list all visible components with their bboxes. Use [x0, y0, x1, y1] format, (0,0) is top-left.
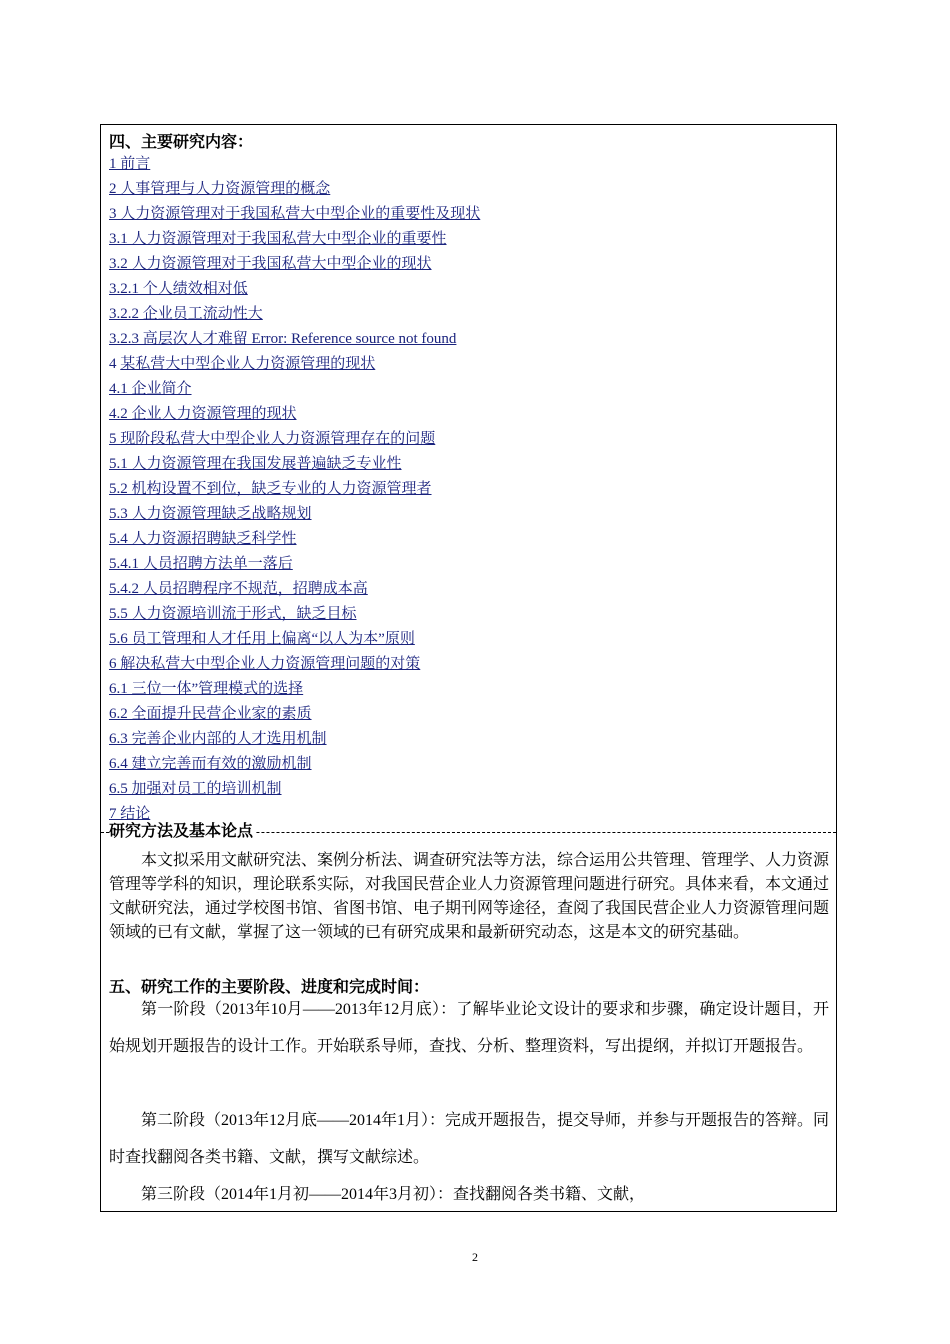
- toc-item: [109, 203, 504, 228]
- toc-item: [109, 728, 504, 753]
- toc-link[interactable]: [109, 506, 312, 522]
- toc-link[interactable]: [109, 581, 380, 597]
- toc-item: [109, 528, 504, 553]
- toc-link-label: 3.2.2 企业员工流动性大: [109, 306, 263, 322]
- toc-link[interactable]: [109, 431, 435, 447]
- toc-link[interactable]: [109, 531, 323, 547]
- report-table-cell: [100, 124, 837, 1212]
- toc-link[interactable]: [109, 806, 176, 822]
- section5-heading: 五、研究工作的主要阶段、进度和完成时间：: [109, 979, 430, 996]
- toc-link[interactable]: [109, 606, 375, 622]
- toc-link-label: 2 人事管理与人力资源管理的概念: [109, 181, 331, 197]
- toc-item: [109, 603, 504, 628]
- toc-link[interactable]: [109, 381, 204, 397]
- toc-item: [109, 253, 504, 278]
- toc-link[interactable]: [109, 631, 421, 647]
- toc-link-label: 5.4 人力资源招聘缺乏科学性: [109, 531, 297, 547]
- toc-link-label: 3.1 人力资源管理对于我国私营大中型企业的重要性: [109, 231, 447, 247]
- toc-link[interactable]: [109, 181, 370, 197]
- toc-link[interactable]: [109, 731, 353, 747]
- toc-link-label: 3.2.1 个人绩效相对低: [109, 281, 248, 297]
- toc-item: [109, 703, 504, 728]
- toc-item: [109, 153, 504, 178]
- section4-heading: 四、主要研究内容：: [109, 134, 254, 151]
- toc-item: [109, 503, 504, 528]
- table-of-contents: [109, 153, 504, 828]
- toc-link[interactable]: [109, 756, 320, 772]
- toc-item: [109, 353, 504, 378]
- toc-link[interactable]: [109, 406, 323, 422]
- toc-link-label: 7 结论: [109, 806, 151, 822]
- toc-link[interactable]: [109, 331, 456, 347]
- toc-item: [109, 178, 504, 203]
- toc-link-label: 6.2 全面提升民营企业家的素质: [109, 706, 312, 722]
- toc-link[interactable]: [109, 681, 311, 697]
- toc-link-label: 5.1 人力资源管理在我国发展普遍缺乏专业性: [109, 456, 402, 472]
- page-number: 2: [472, 1250, 478, 1264]
- methods-heading: 研究方法及基本论点: [109, 823, 254, 840]
- toc-item: [109, 303, 504, 328]
- toc-link-label: 6.1 三位一体”管理模式的选择: [109, 681, 304, 697]
- toc-link-label: 3 人力资源管理对于我国私营大中型企业的重要性及现状: [109, 206, 481, 222]
- toc-link[interactable]: [109, 556, 323, 572]
- toc-item: [109, 628, 504, 653]
- toc-link-label: 5 现阶段私营大中型企业人力资源管理存在的问题: [109, 431, 436, 447]
- toc-link-label: 5.5 人力资源培训流于形式，缺乏目标: [109, 606, 357, 622]
- toc-link-label: 3.2.3 高层次人才难留 Error: Reference source not found: [109, 331, 457, 347]
- stage-3-text: 第三阶段（2014年1月初——2014年3月初）：查找翻阅各类书籍、文献，: [141, 1186, 646, 1203]
- toc-item: [109, 753, 504, 778]
- toc-item: [109, 228, 504, 253]
- toc-item: [109, 678, 504, 703]
- toc-link[interactable]: [109, 156, 178, 172]
- toc-link-label: 6.4 建立完善而有效的激励机制: [109, 756, 312, 772]
- toc-link[interactable]: [120, 356, 375, 372]
- toc-link-label: 5.4.2 人员招聘程序不规范，招聘成本高: [109, 581, 368, 597]
- stage-2-text: 第二阶段（2013年12月底——2014年1月）：完成开题报告，提交导师，并参与开题报告的答辩。同时查找翻阅各类书籍、文献，撰写文献综述。: [109, 1112, 830, 1166]
- toc-link[interactable]: [109, 231, 473, 247]
- toc-link-label: 1 前言: [109, 156, 151, 172]
- toc-link-label: 5.6 员工管理和人才任用上偏离“以人为本”原则: [109, 631, 415, 647]
- toc-link-label: 6 解决私营大中型企业人力资源管理问题的对策: [109, 656, 421, 672]
- toc-link-label: 3.2 人力资源管理对于我国私营大中型企业的现状: [109, 256, 432, 272]
- toc-link-label: 5.4.1 人员招聘方法单一落后: [109, 556, 293, 572]
- toc-item-number: 4: [109, 356, 121, 372]
- toc-item: [109, 653, 504, 678]
- methods-paragraph: 本文拟采用文献研究法、案例分析法、调查研究法等方法，综合运用公共管理、管理学、人力资源管理等学科的知识，理论联系实际，对我国民营企业人力资源管理问题进行研究。具体来看，本文通过文献研究法，通过学校图书馆、省图书馆、电子期刊网等途径，查阅了我国民营企业人力资源管理问题领域的已有文献，掌握了这一领域的已有研究成果和最新研究动态，这是本文的研究基础。: [109, 852, 830, 941]
- toc-link[interactable]: [109, 456, 412, 472]
- toc-item: [109, 428, 504, 453]
- toc-link-label: 6.3 完善企业内部的人才选用机制: [109, 731, 327, 747]
- toc-link[interactable]: [109, 256, 432, 272]
- toc-link[interactable]: [109, 481, 432, 497]
- toc-item: [109, 328, 504, 353]
- toc-link[interactable]: [109, 206, 504, 222]
- toc-link[interactable]: [109, 706, 320, 722]
- toc-link-label: 某私营大中型企业人力资源管理的现状: [120, 356, 376, 372]
- toc-item: [109, 778, 504, 803]
- toc-link[interactable]: [109, 656, 420, 672]
- toc-link[interactable]: [109, 281, 276, 297]
- toc-link-label: 6.5 加强对员工的培训机制: [109, 781, 282, 797]
- toc-link-label: 5.3 人力资源管理缺乏战略规划: [109, 506, 312, 522]
- toc-item: [109, 403, 504, 428]
- toc-item: [109, 378, 504, 403]
- toc-item: [109, 578, 504, 603]
- toc-link-label: 4.2 企业人力资源管理的现状: [109, 406, 297, 422]
- toc-item: [109, 553, 504, 578]
- stage-1-text: 第一阶段（2013年10月——2013年12月底）：了解毕业论文设计的要求和步骤，确定设计题目，开始规划开题报告的设计工作。开始联系导师，查找、分析、整理资料，写出提纲，并拟订开题报告。: [109, 1001, 829, 1055]
- toc-link-label: 4.1 企业简介: [109, 381, 192, 397]
- toc-item: [109, 278, 504, 303]
- toc-link[interactable]: [109, 306, 293, 322]
- toc-item: [109, 478, 504, 503]
- toc-link[interactable]: [109, 781, 282, 797]
- toc-item: [109, 453, 504, 478]
- toc-link-label: 5.2 机构设置不到位，缺乏专业的人力资源管理者: [109, 481, 432, 497]
